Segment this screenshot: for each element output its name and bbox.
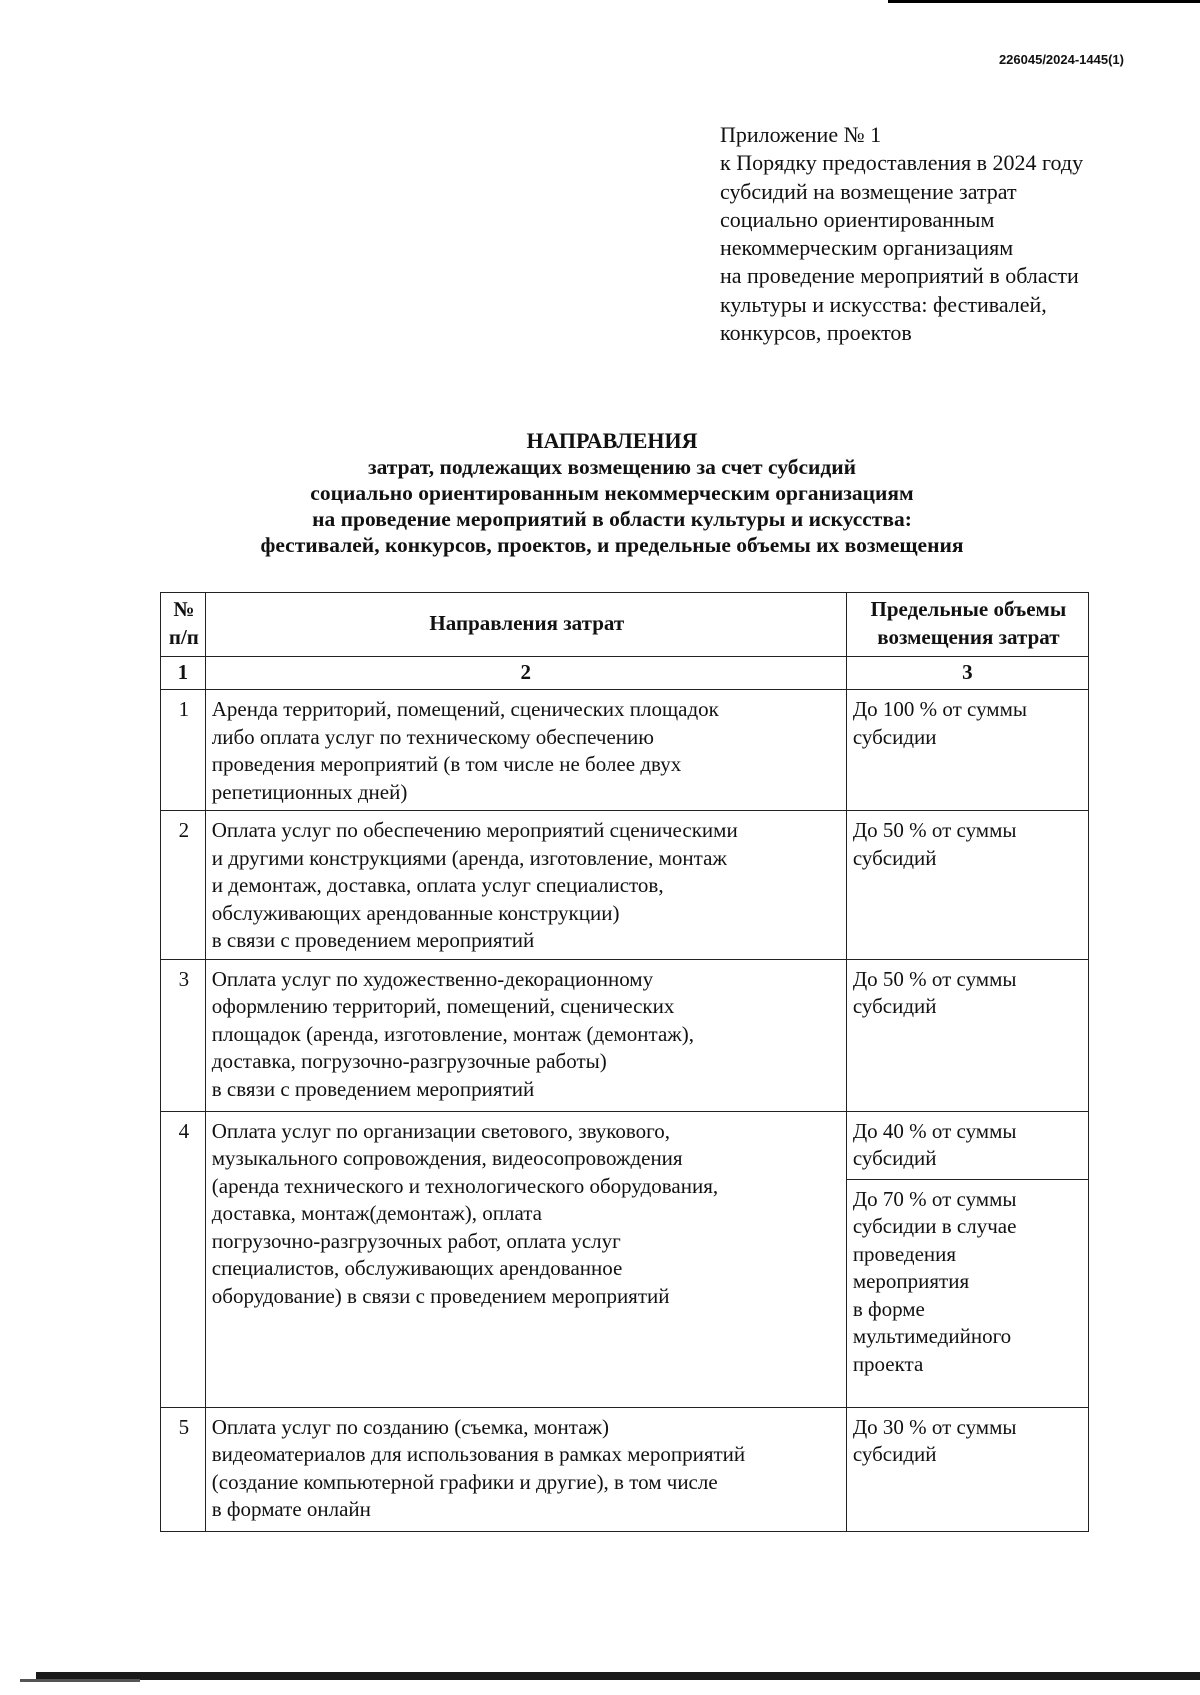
- title-line: социально ориентированным некоммерческим организациям: [310, 481, 914, 505]
- direction-line: погрузочно-разгрузочных работ, оплата услуг: [211, 1228, 621, 1253]
- cost-directions-table: [160, 592, 1089, 1532]
- limit-line: субсидий: [852, 845, 937, 870]
- row-number: 2: [161, 811, 206, 960]
- row-direction: [205, 1111, 846, 1407]
- limit-line: До 70 % от суммы: [852, 1186, 1017, 1211]
- row-limit-alternative: [846, 1179, 1088, 1407]
- header-number-line: №: [173, 597, 195, 621]
- direction-line: специалистов, обслуживающих арендованное: [211, 1256, 623, 1280]
- limit-line: проведения: [852, 1241, 957, 1266]
- bottom-scan-rule-faint: [20, 1679, 140, 1682]
- direction-line: Оплата услуг по организации светового, звукового,: [211, 1118, 671, 1143]
- column-index: 3: [846, 657, 1088, 690]
- limit-line: До 50 % от суммы: [852, 966, 1017, 991]
- column-index-row: [161, 657, 1089, 690]
- table-row: [161, 1111, 1089, 1179]
- direction-line: и другими конструкциями (аренда, изготовление, монтаж: [211, 845, 727, 870]
- appendix-line: к Порядку предоставления в 2024 году: [720, 150, 1084, 176]
- limit-line: мультимедийного: [852, 1324, 1012, 1348]
- direction-line: оформлению территорий, помещений, сценических: [211, 994, 675, 1018]
- bottom-scan-rule: [36, 1672, 1200, 1680]
- direction-line: репетиционных дней): [211, 779, 408, 804]
- direction-line: Оплата услуг по созданию (съемка, монтаж): [211, 1414, 610, 1439]
- limit-line: субсидий: [852, 994, 937, 1018]
- row-limit: [846, 811, 1088, 960]
- table-row: [161, 811, 1089, 960]
- header-limit: [846, 593, 1088, 657]
- direction-line: Оплата услуг по обеспечению мероприятий сценическими: [211, 818, 738, 842]
- direction-line: (создание компьютерной графики и другие), в том числе: [211, 1469, 718, 1494]
- row-limit: [846, 1407, 1088, 1531]
- direction-line: площадок (аренда, изготовление, монтаж (демонтаж),: [211, 1021, 695, 1046]
- limit-line: проекта: [852, 1351, 924, 1376]
- header-number-line: п/п: [168, 624, 199, 649]
- row-limit: [846, 959, 1088, 1111]
- row-limit: [846, 690, 1088, 811]
- row-number: 3: [161, 959, 206, 1111]
- direction-line: доставка, погрузочно-разгрузочные работы): [211, 1049, 607, 1073]
- direction-line: и демонтаж, доставка, оплата услуг специалистов,: [211, 873, 664, 897]
- limit-line: субсидий: [852, 1442, 937, 1466]
- appendix-line: Приложение № 1: [720, 122, 882, 147]
- direction-line: либо оплата услуг по техническому обеспечению: [211, 724, 654, 749]
- row-limit: [846, 1111, 1088, 1179]
- appendix-line: социально ориентированным: [720, 206, 995, 232]
- title-main: НАПРАВЛЕНИЯ: [526, 428, 698, 453]
- appendix-line: конкурсов, проектов: [720, 320, 912, 346]
- direction-line: доставка, монтаж(демонтаж), оплата: [211, 1201, 542, 1225]
- title-line: фестивалей, конкурсов, проектов, и предельные объемы их возмещения: [260, 533, 964, 557]
- limit-line: До 50 % от суммы: [852, 818, 1017, 842]
- row-number: 1: [161, 690, 206, 811]
- appendix-line: культуры и искусства: фестивалей,: [720, 291, 1047, 317]
- limit-line: мероприятия: [852, 1269, 970, 1293]
- direction-line: (аренда технического и технологического оборудования,: [211, 1173, 719, 1198]
- document-registration-number: 226045/2024-1445(1): [998, 52, 1124, 67]
- direction-line: обслуживающих арендованные конструкции): [211, 900, 620, 925]
- direction-line: проведения мероприятий (в том числе не более двух: [211, 752, 682, 776]
- appendix-line: на проведение мероприятий в области: [720, 263, 1079, 289]
- column-index: 1: [161, 657, 206, 690]
- limit-line: субсидии: [852, 724, 937, 749]
- row-direction: [205, 1407, 846, 1531]
- direction-line: видеоматериалов для использования в рамках мероприятий: [211, 1442, 746, 1466]
- appendix-header: [720, 121, 1140, 347]
- table-header-row: [161, 593, 1089, 657]
- header-limit-line: Предельные объемы: [870, 597, 1067, 621]
- direction-line: оборудование) в связи с проведением мероприятий: [211, 1283, 670, 1308]
- row-number: 5: [161, 1407, 206, 1531]
- table-row: [161, 1407, 1089, 1531]
- header-limit-line: возмещения затрат: [877, 624, 1060, 649]
- title-line: затрат, подлежащих возмещению за счет субсидий: [367, 455, 857, 479]
- limit-line: в форме: [852, 1296, 925, 1321]
- limit-line: До 100 % от суммы: [852, 697, 1027, 721]
- direction-line: музыкального сопровождения, видеосопровождения: [211, 1146, 683, 1170]
- header-number: [161, 593, 206, 657]
- table-row: [161, 959, 1089, 1111]
- direction-line: Аренда территорий, помещений, сценических площадок: [211, 697, 719, 721]
- appendix-line: некоммерческим организациям: [720, 235, 1014, 261]
- title-line: на проведение мероприятий в области культуры и искусства:: [312, 507, 912, 531]
- row-direction: [205, 690, 846, 811]
- header-direction: Направления затрат: [205, 593, 846, 657]
- top-scan-rule: [888, 0, 1200, 3]
- row-direction: [205, 959, 846, 1111]
- appendix-line: субсидий на возмещение затрат: [720, 178, 1017, 204]
- direction-line: Оплата услуг по художественно-декорационному: [211, 966, 654, 991]
- limit-line: субсидии в случае: [852, 1214, 1017, 1238]
- document-title: [150, 428, 1074, 558]
- row-number: 4: [161, 1111, 206, 1407]
- column-index: 2: [205, 657, 846, 690]
- direction-line: в связи с проведением мероприятий: [211, 1076, 535, 1101]
- direction-line: в связи с проведением мероприятий: [211, 928, 535, 952]
- direction-line: в формате онлайн: [211, 1497, 371, 1521]
- limit-line: До 30 % от суммы: [852, 1414, 1017, 1439]
- row-direction: [205, 811, 846, 960]
- limit-line: субсидий: [852, 1146, 937, 1170]
- table-row: [161, 690, 1089, 811]
- limit-line: До 40 % от суммы: [852, 1118, 1017, 1143]
